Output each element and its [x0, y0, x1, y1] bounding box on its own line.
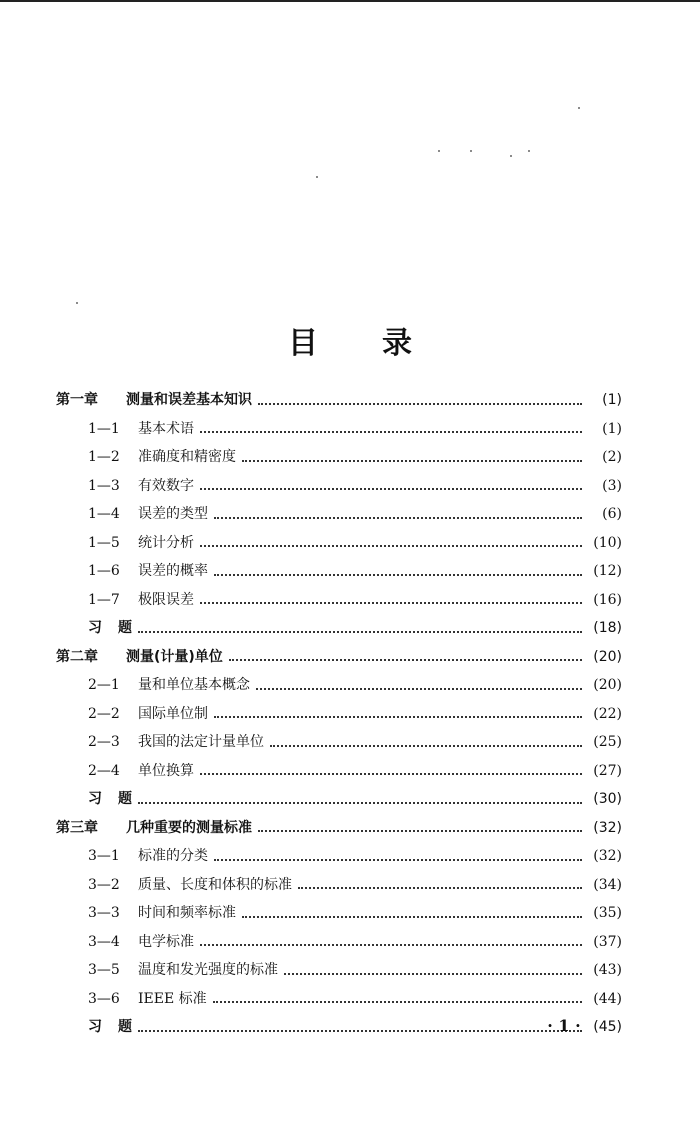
toc-entry-number: 习: [88, 1019, 102, 1036]
toc-entry-label: 时间和频率标准: [138, 905, 236, 922]
toc-entry-section[interactable]: [56, 728, 622, 757]
toc-entry-page: (18): [593, 620, 622, 637]
toc-entry-label: 有效数字: [138, 477, 194, 494]
toc-entry-section[interactable]: [56, 500, 622, 529]
dot-leader: [298, 886, 582, 889]
toc-entry-page: (16): [593, 591, 622, 608]
toc-entry-number: 第一章: [56, 392, 98, 409]
toc-entry-section[interactable]: [56, 529, 622, 558]
dot-leader: [138, 801, 582, 804]
page-number: · 1 ·: [547, 1016, 581, 1035]
toc-entry-label: 准确度和精密度: [138, 449, 236, 466]
toc-entry-number: 2—3: [88, 734, 120, 751]
toc-entry-number: 1—5: [88, 534, 120, 551]
dot-leader: [138, 1029, 582, 1032]
toc-entry-page: (32): [593, 848, 622, 865]
toc-entry-number: 3—3: [88, 905, 120, 922]
dot-leader: [214, 715, 582, 718]
dot-leader: [213, 1000, 582, 1003]
toc-entry-exercise[interactable]: [56, 785, 622, 814]
table-of-contents: [56, 386, 622, 1042]
toc-entry-page: (34): [593, 876, 622, 893]
toc-entry-label: 统计分析: [138, 534, 194, 551]
toc-entry-section[interactable]: [56, 443, 622, 472]
dot-leader: [214, 858, 582, 861]
toc-entry-page: (35): [593, 905, 622, 922]
toc-entry-page: (22): [593, 705, 622, 722]
toc-entry-page: (32): [593, 819, 622, 836]
toc-entry-page: (1): [602, 392, 622, 409]
toc-entry-page: (30): [593, 791, 622, 808]
toc-entry-chapter[interactable]: [56, 814, 622, 843]
toc-entry-label: 电学标准: [138, 933, 194, 950]
toc-entry-section[interactable]: [56, 700, 622, 729]
toc-entry-section[interactable]: [56, 415, 622, 444]
dot-leader: [138, 630, 582, 633]
toc-entry-chapter[interactable]: [56, 643, 622, 672]
page-title: [0, 318, 700, 362]
toc-entry-label: 单位换算: [138, 762, 194, 779]
toc-entry-page: (27): [593, 762, 622, 779]
dot-leader: [258, 829, 582, 832]
dot-leader: [200, 772, 582, 775]
toc-entry-number: 3—4: [88, 933, 120, 950]
toc-entry-page: (25): [593, 734, 622, 751]
toc-entry-page: (45): [593, 1019, 622, 1036]
toc-entry-number: 1—1: [88, 420, 120, 437]
toc-entry-number: 3—2: [88, 876, 120, 893]
toc-entry-label: 我国的法定计量单位: [138, 734, 264, 751]
dot-leader: [214, 516, 582, 519]
toc-entry-section[interactable]: [56, 899, 622, 928]
toc-entry-label: 质量、长度和体积的标准: [138, 876, 292, 893]
dot-leader: [229, 658, 582, 661]
toc-entry-number: 习: [88, 620, 102, 637]
dot-leader: [214, 573, 582, 576]
dot-leader: [242, 459, 582, 462]
toc-entry-label: 极限误差: [138, 591, 194, 608]
toc-entry-number: 1—2: [88, 449, 120, 466]
toc-entry-label: 几种重要的测量标准: [126, 819, 252, 836]
toc-entry-number: 2—4: [88, 762, 120, 779]
toc-entry-section[interactable]: [56, 985, 622, 1014]
toc-entry-label: 误差的类型: [138, 506, 208, 523]
toc-entry-page: (37): [593, 933, 622, 950]
dot-leader: [270, 744, 582, 747]
toc-entry-label: 题: [118, 791, 132, 808]
toc-entry-number: 第二章: [56, 648, 98, 665]
toc-entry-number: 1—7: [88, 591, 120, 608]
dot-leader: [258, 402, 582, 405]
top-border-rule: [0, 0, 700, 2]
toc-entry-page: (10): [593, 534, 622, 551]
toc-entry-label: IEEE 标准: [138, 990, 207, 1007]
dot-leader: [200, 601, 582, 604]
toc-entry-section[interactable]: [56, 757, 622, 786]
dot-leader: [284, 972, 582, 975]
page-title-second-char: 录: [382, 326, 412, 361]
page-title-first-char: 目: [288, 326, 318, 361]
toc-entry-number: 1—4: [88, 506, 120, 523]
toc-entry-label: 基本术语: [138, 420, 194, 437]
toc-entry-page: (12): [593, 563, 622, 580]
toc-entry-section[interactable]: [56, 586, 622, 615]
dot-leader: [200, 430, 582, 433]
toc-entry-label: 国际单位制: [138, 705, 208, 722]
toc-entry-page: (20): [593, 648, 622, 665]
toc-entry-page: (6): [602, 506, 622, 523]
toc-entry-number: 3—6: [88, 990, 120, 1007]
toc-entry-number: 2—2: [88, 705, 120, 722]
toc-entry-number: 3—1: [88, 848, 120, 865]
toc-entry-number: 1—3: [88, 477, 120, 494]
dot-leader: [200, 943, 582, 946]
toc-entry-page: (2): [602, 449, 622, 466]
toc-entry-label: 题: [118, 1019, 132, 1036]
toc-entry-label: 量和单位基本概念: [138, 677, 250, 694]
dot-leader: [242, 915, 582, 918]
toc-entry-number: 习: [88, 791, 102, 808]
toc-entry-label: 测量和误差基本知识: [126, 392, 252, 409]
toc-entry-number: 3—5: [88, 962, 120, 979]
toc-entry-section[interactable]: [56, 671, 622, 700]
toc-entry-page: (44): [593, 990, 622, 1007]
toc-entry-section[interactable]: [56, 956, 622, 985]
toc-entry-page: (43): [593, 962, 622, 979]
toc-entry-number: 2—1: [88, 677, 120, 694]
dot-leader: [200, 487, 582, 490]
toc-entry-page: (1): [602, 420, 622, 437]
dot-leader: [256, 687, 582, 690]
toc-entry-section[interactable]: [56, 472, 622, 501]
toc-entry-page: (20): [593, 677, 622, 694]
toc-entry-label: 标准的分类: [138, 848, 208, 865]
dot-leader: [200, 544, 582, 547]
toc-entry-chapter[interactable]: [56, 386, 622, 415]
toc-entry-section[interactable]: [56, 557, 622, 586]
toc-entry-exercise[interactable]: [56, 614, 622, 643]
toc-entry-label: 误差的概率: [138, 563, 208, 580]
toc-entry-label: 测量(计量)单位: [126, 648, 223, 665]
toc-entry-section[interactable]: [56, 871, 622, 900]
toc-entry-page: (3): [602, 477, 622, 494]
toc-entry-label: 温度和发光强度的标准: [138, 962, 278, 979]
toc-entry-section[interactable]: [56, 842, 622, 871]
toc-entry-label: 题: [118, 620, 132, 637]
toc-entry-number: 1—6: [88, 563, 120, 580]
toc-entry-section[interactable]: [56, 928, 622, 957]
toc-entry-number: 第三章: [56, 819, 98, 836]
